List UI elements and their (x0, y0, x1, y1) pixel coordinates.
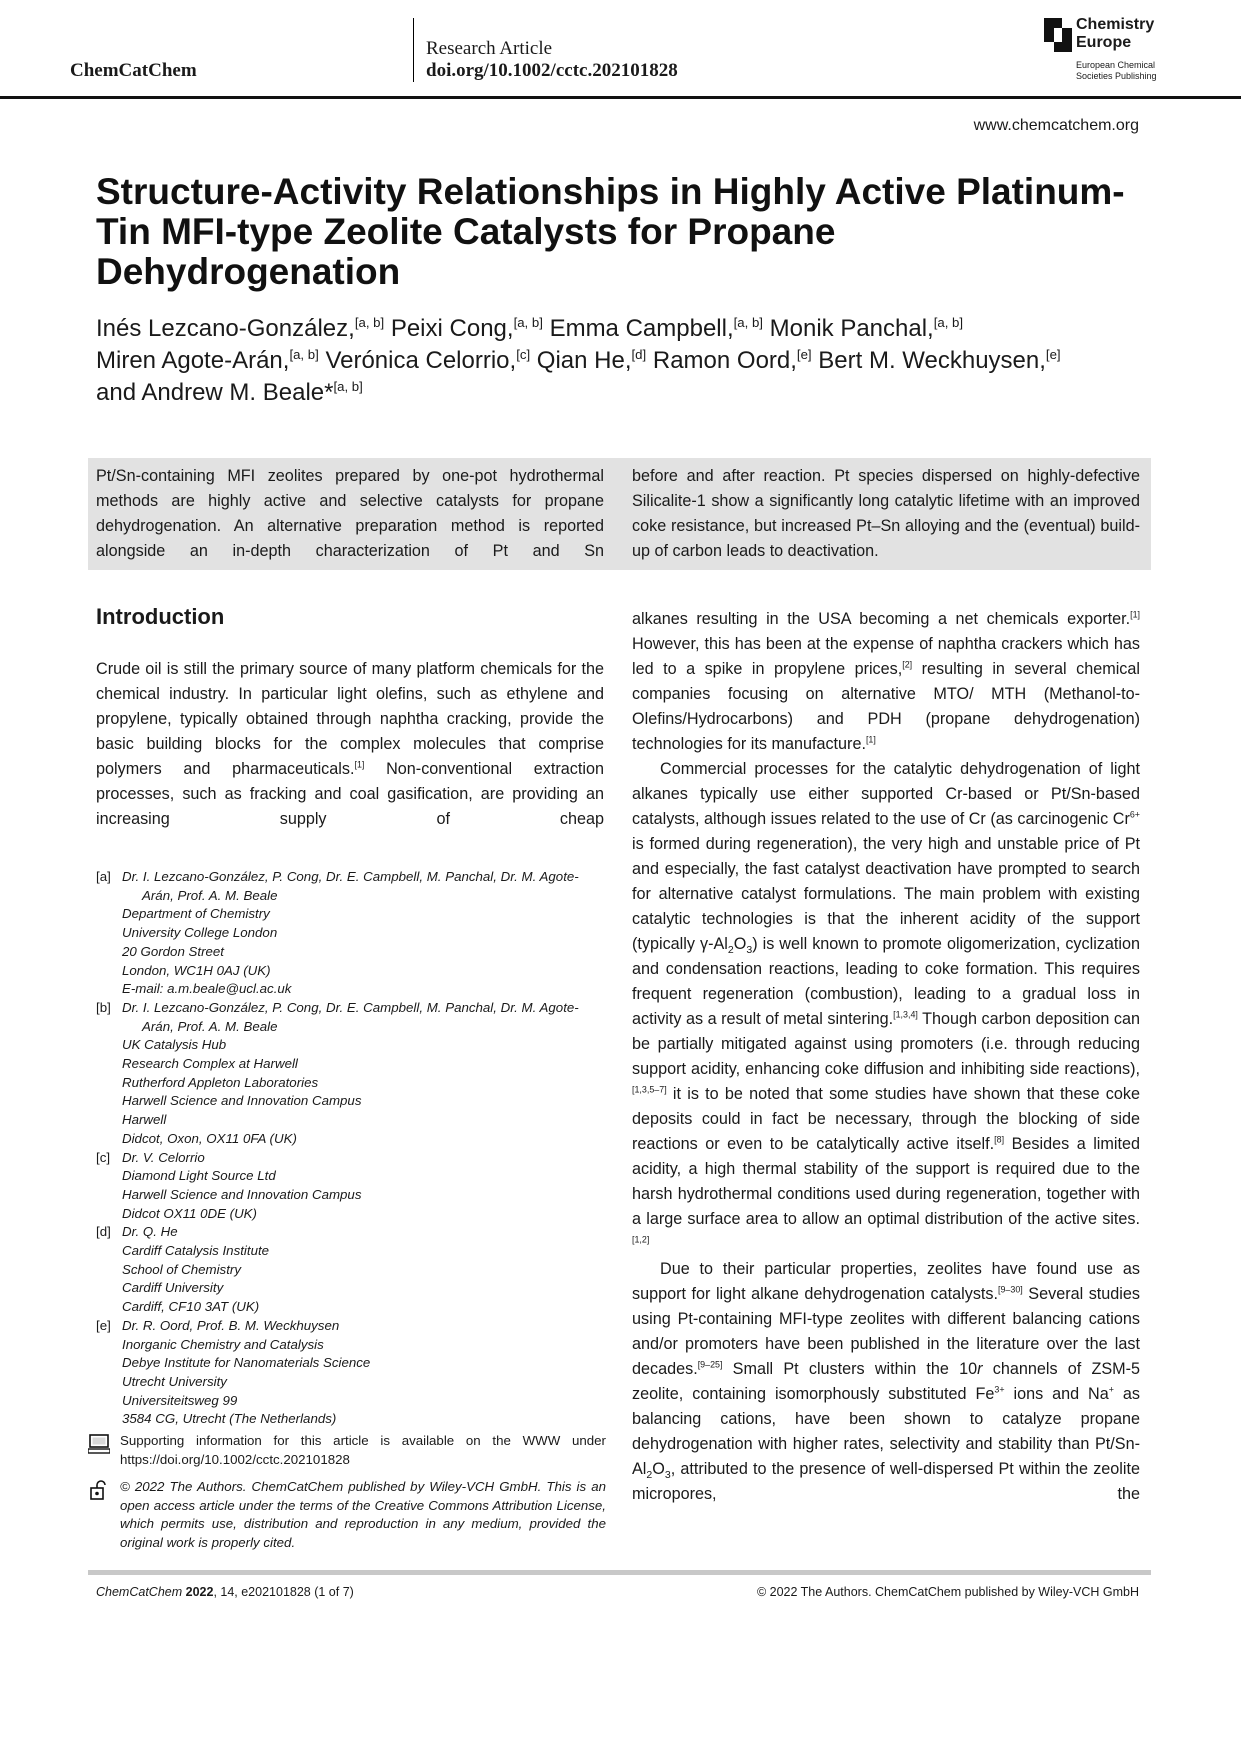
subscript: 3 (746, 944, 753, 957)
affiliation-line: Harwell (122, 1112, 167, 1128)
text-run: However, this has been at the expense of naphtha crackers which has led to a spike in propylene prices, (632, 635, 1140, 678)
text-run: as balancing cations, have been shown to catalyze propane dehydrogenation with higher rates, selectivity and stability than Pt/Sn-Al (632, 1385, 1141, 1478)
author-affiliation: [d] (631, 347, 647, 362)
computer-icon (88, 1434, 110, 1454)
affiliation-line: Cardiff Catalysis Institute (122, 1243, 270, 1259)
header-divider (413, 18, 414, 82)
affiliation-line: Dr. I. Lezcano-González, P. Cong, Dr. E. Campbell, M. Panchal, Dr. M. Agote- (122, 999, 579, 1015)
text-run: Besides a limited acidity, a high thermal stability of the support is required due to the harsh hydrothermal conditions used during regeneration, together with a large surface area to allow an optimal distribution of the active sites. (632, 1135, 1140, 1228)
affiliation-line: London, WC1H 0AJ (UK) (122, 962, 271, 978)
author-affiliation: [a, b] (513, 315, 543, 330)
journal-website-link[interactable]: www.chemcatchem.org (973, 117, 1139, 134)
text-run: Commercial processes for the catalytic dehydrogenation of light alkanes typically use either supported Cr-based or Pt/Sn-based catalysts, although issues related to the use of Cr (as carcinogenic Cr (632, 760, 1140, 828)
article-title (96, 172, 1146, 292)
affiliation-line: Dr. R. Oord, Prof. B. M. Weckhuysen (122, 1317, 340, 1333)
text-run: alkanes resulting in the USA becoming a net chemicals exporter. (632, 610, 1131, 628)
corresponding-email[interactable]: E-mail: a.m.beale@ucl.ac.uk (122, 981, 292, 997)
citation-ref[interactable]: [1,3,5–7] (632, 1084, 667, 1095)
author-name: Monik Panchal, (769, 315, 934, 342)
author-name: Ramon Oord, (652, 347, 797, 374)
publisher-name (1076, 16, 1154, 52)
footer-citation (96, 1585, 354, 1599)
affiliation-line: 20 Gordon Street (122, 943, 225, 959)
affiliation-b (96, 999, 606, 1149)
footer-rule (88, 1570, 1151, 1575)
author-line-3 (96, 377, 1156, 409)
citation-ref[interactable]: [2] (902, 659, 913, 670)
affiliation-line: Dr. Q. He (122, 1224, 178, 1240)
text-run: O (652, 1460, 665, 1478)
affiliation-label: [a] (96, 869, 111, 884)
text-run: ) is well known to promote oligomerization, cyclization and condensation reactions, leading to coke formation. This requires frequent regeneration (combustion), leading to a gradual loss in activity as a result of metal sintering. (632, 935, 1140, 1028)
superscript: 6+ (1129, 809, 1140, 820)
citation-ref[interactable]: [1,2] (632, 1234, 650, 1245)
abstract-text-right: before and after reaction. Pt species dispersed on highly-defective Silicalite-1 show a significantly long catalytic lifetime with an improved coke resistance, but increased Pt–Sn alloying and the (eventual) build-up of carbon leads to deactivation. (632, 467, 1140, 560)
affiliation-line: Dr. V. Celorrio (122, 1149, 205, 1165)
author-line-1 (96, 313, 1156, 345)
license-text: © 2022 The Authors. ChemCatChem published by Wiley-VCH GmbH. This is an open access article under the terms of the Creative Commons Attribution License, which permits use, distribution and reproduction in any medium, provided the original work is properly cited. (120, 1479, 606, 1551)
author-name: Qian He, (536, 347, 632, 374)
text-run: resulting in several chemical companies focusing on alternative MTO/ MTH (Methanol-to-Olefins/Hydrocarbons) and PDH (propane dehydrogenation) technologies for its manufacture. (632, 660, 1140, 753)
subscript: 3 (664, 1469, 671, 1482)
affiliation-line: Inorganic Chemistry and Catalysis (122, 1336, 324, 1352)
affiliation-e (96, 1317, 606, 1429)
author-name: Miren Agote-Arán, (96, 347, 290, 374)
citation-ref[interactable]: [8] (994, 1134, 1005, 1145)
subscript: 2 (727, 944, 734, 957)
affiliation-line: Arán, Prof. A. M. Beale (142, 1018, 278, 1034)
header-rule (0, 96, 1241, 99)
citation-ref[interactable]: [1] (354, 759, 365, 770)
author-affiliation: [a, b] (289, 347, 319, 362)
affiliation-c (96, 1149, 606, 1224)
author-list (96, 313, 1156, 409)
affiliation-d (96, 1223, 606, 1317)
affiliation-line: School of Chemistry (122, 1261, 241, 1277)
affiliation-line: Didcot, Oxon, OX11 0FA (UK) (122, 1130, 297, 1146)
title-line-2: Tin MFI-type Zeolite Catalysts for Propane (96, 211, 836, 252)
publisher-subtitle (1076, 60, 1157, 82)
footer-volume-pages: , 14, e202101828 (1 of 7) (213, 1585, 354, 1599)
text-run: channels of ZSM-5 zeolite, containing isomorphously substituted Fe (632, 1360, 1141, 1403)
intro-paragraph-2 (632, 757, 1140, 1257)
supporting-info-text[interactable]: Supporting information for this article is available on the WWW under https://doi.org/10.1002/cctc.202101828 (120, 1433, 606, 1467)
text-run: it is to be noted that some studies have shown that these coke deposits could in fact be necessary, through the blocking of side reactions or even to be catalytically active itself. (632, 1085, 1140, 1153)
article-type: Research Article (426, 38, 553, 59)
author-affiliation: [c] (516, 347, 531, 362)
affiliation-label: [e] (96, 1317, 111, 1333)
subscript: 2 (646, 1469, 653, 1482)
affiliation-line: UK Catalysis Hub (122, 1037, 227, 1053)
intro-paragraph-continued (632, 607, 1140, 757)
affiliation-line: 3584 CG, Utrecht (The Netherlands) (122, 1411, 337, 1427)
publisher-sub-line1: European Chemical (1076, 60, 1156, 70)
author-name: and Andrew M. Beale* (96, 379, 334, 406)
affiliation-line: Rutherford Appleton Laboratories (122, 1074, 319, 1090)
affiliation-a (96, 868, 606, 999)
affiliation-label: [c] (96, 1149, 111, 1165)
citation-ref[interactable]: [1] (1130, 609, 1140, 620)
superscript: 3+ (994, 1384, 1005, 1395)
author-affiliation: [e] (796, 347, 812, 362)
intro-right-column (632, 607, 1140, 1507)
text-run: Crude oil is still the primary source of many platform chemicals for the chemical industry. In particular light olefins, such as ethylene and propylene, typically obtained through naphtha cracking, provide the basic building blocks for the complex molecules that comprise polymers and pharmaceuticals. (96, 660, 604, 778)
intro-paragraph-1 (96, 657, 604, 832)
author-affiliation: [a, b] (933, 315, 964, 330)
open-access-icon (88, 1480, 110, 1500)
citation-ref[interactable]: [1] (865, 734, 876, 745)
text-run: , attributed to the presence of well-dispersed Pt within the zeolite micropores, the (632, 1460, 1140, 1503)
author-affiliation: [e] (1045, 347, 1061, 362)
affiliation-line: Diamond Light Source Ltd (122, 1168, 276, 1184)
chemistry-europe-logo-icon (1044, 18, 1072, 52)
author-line-2 (96, 345, 1156, 377)
citation-ref[interactable]: [9–30] (998, 1284, 1023, 1295)
affiliation-line: Debye Institute for Nanomaterials Science (122, 1355, 371, 1371)
affiliation-line: Universiteitsweg 99 (122, 1392, 238, 1408)
author-name: Verónica Celorrio, (325, 347, 517, 374)
supporting-info-note (88, 1432, 606, 1469)
title-line-3: Dehydrogenation (96, 251, 401, 292)
publisher-sub-line2: Societies Publishing (1076, 71, 1157, 81)
affiliation-line: Harwell Science and Innovation Campus (122, 1186, 362, 1202)
publisher-name-line1: Chemistry (1076, 16, 1155, 33)
affiliations (96, 868, 606, 1429)
text-run: Several studies using Pt-containing MFI-type zeolites with different balancing cations and/or promoters have been published in the literature over the last decades. (632, 1285, 1140, 1378)
text-run: Small Pt clusters within the 10 (722, 1360, 978, 1378)
text-run: O (733, 935, 747, 953)
author-name: Bert M. Weckhuysen, (818, 347, 1046, 374)
section-heading: Introduction (96, 604, 225, 629)
text-run: Non-conventional extraction processes, such as fracking and coal gasification, are providing an increasing supply of cheap (96, 760, 604, 828)
author-name: Peixi Cong, (390, 315, 514, 342)
affiliation-line: Department of Chemistry (122, 906, 270, 922)
author-affiliation: [a, b] (354, 315, 385, 330)
affiliation-label: [b] (96, 999, 111, 1015)
affiliation-line: Harwell Science and Innovation Campus (122, 1093, 362, 1109)
intro-paragraph-3 (632, 1257, 1140, 1507)
affiliation-line: Didcot OX11 0DE (UK) (122, 1205, 257, 1221)
publisher-name-line2: Europe (1076, 34, 1132, 51)
footer-journal: ChemCatChem (96, 1585, 183, 1599)
affiliation-label: [d] (96, 1224, 111, 1240)
author-affiliation: [a, b] (733, 315, 763, 330)
text-run: is formed during regeneration), the very high and unstable price of Pt and especially, the fast catalyst deactivation have prompted to search for alternative catalyst formulations. The main problem with existing catalytic technologies is that the inherent acidity of the support (typically γ-Al (632, 835, 1140, 953)
author-affiliation: [a, b] (333, 379, 363, 394)
author-name: Emma Campbell, (549, 315, 734, 342)
affiliation-line: University College London (122, 925, 278, 941)
author-name: Inés Lezcano-González, (96, 315, 355, 342)
title-line-1: Structure-Activity Relationships in Highly Active Platinum- (96, 171, 1125, 212)
abstract-text-left: Pt/Sn-containing MFI zeolites prepared by one-pot hydrothermal methods are highly active and selective catalysts for propane dehydrogenation. An alternative preparation method is reported alongside an in-depth characterization of Pt and Sn (96, 467, 604, 560)
affiliation-line: Dr. I. Lezcano-González, P. Cong, Dr. E. Campbell, M. Panchal, Dr. M. Agote- (122, 869, 579, 884)
text-run: Though carbon deposition can be partially mitigated against using promoters (i.e. through reducing support acidity, enhancing coke diffusion and inhibiting side reactions), (632, 1010, 1140, 1078)
license-note (88, 1478, 606, 1553)
text-run: ions and Na (1004, 1385, 1109, 1403)
affiliation-line: Cardiff University (122, 1280, 224, 1296)
affiliation-line: Utrecht University (122, 1373, 227, 1389)
citation-ref[interactable]: [1,3,4] (893, 1009, 918, 1020)
footer-copyright: © 2022 The Authors. ChemCatChem published by Wiley-VCH GmbH (756, 1585, 1139, 1599)
journal-name: ChemCatChem (70, 60, 197, 81)
citation-ref[interactable]: [9–25] (697, 1359, 723, 1370)
footer-year: 2022 (185, 1585, 214, 1599)
affiliation-line: Research Complex at Harwell (122, 1056, 298, 1072)
affiliation-line: Cardiff, CF10 3AT (UK) (122, 1299, 260, 1315)
doi-link[interactable]: doi.org/10.1002/cctc.202101828 (426, 60, 678, 81)
superscript: + (1108, 1384, 1114, 1395)
italic-text: r (977, 1360, 983, 1378)
affiliation-line: Arán, Prof. A. M. Beale (142, 887, 278, 903)
text-run: Due to their particular properties, zeolites have found use as support for light alkane dehydrogenation catalysts. (632, 1260, 1140, 1303)
